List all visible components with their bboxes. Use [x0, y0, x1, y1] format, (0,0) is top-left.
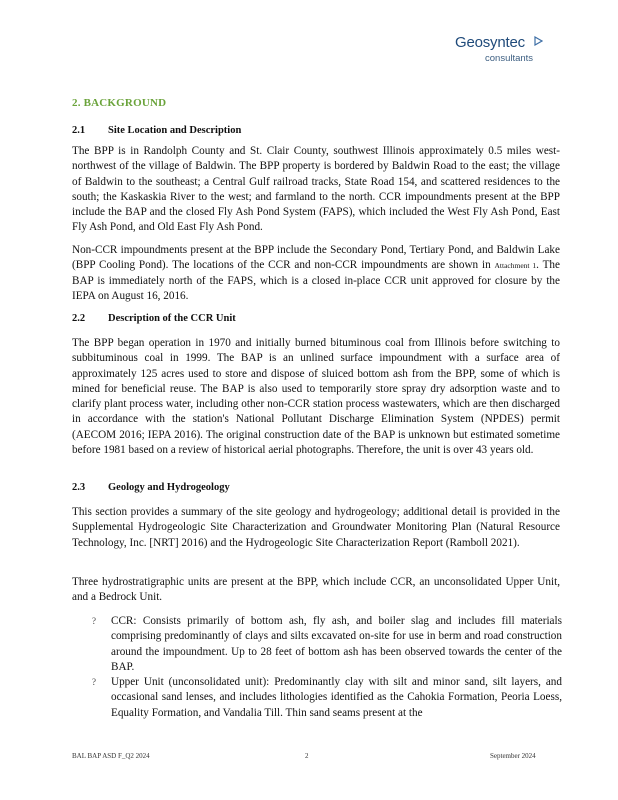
subsection-title: Site Location and Description: [108, 125, 242, 136]
section-heading-background: 2. BACKGROUND: [72, 97, 167, 109]
subsection-number: 2.3: [72, 482, 86, 493]
company-logo: [455, 34, 565, 66]
logo-name: Geosyntec: [455, 34, 525, 51]
logo-subtitle: consultants: [485, 53, 534, 64]
paragraph-site-location: The BPP is in Randolph County and St. Clair County, southwest Illinois approximately 0.5 miles west-northwest of the village of Baldwin. The BPP property is bordered by Baldwin Road to the east; the village of Baldwin to the southeast; a Central Gulf railroad tracks, State Road 154, and scattered residences to the south; the Kaskaskia River to the west; and farmland to the north. CCR impoundments present at the BPP include the BAP and the closed Fly Ash Pond System (FAPS), which included the West Fly Ash Pond, East Fly Ash Pond, and Old East Fly Ash Pond.: [72, 145, 560, 234]
footer-document-id: BAL BAP ASD F_Q2 2024: [72, 752, 150, 760]
paragraph-ccr-unit-description: The BPP began operation in 1970 and initially burned bituminous coal from Illinois before switching to subbituminous coal in 1999. The BAP is an unlined surface impoundment with a surface area of approximately 125 acres used to store and dispose of sluiced bottom ash from the BPP, some of which is mined for beneficial reuse. The BAP is also used to temporarily store spray dry adsorption waste and to clarify plant process water, including other non-CCR station process wastewaters, which are then discharged in accordance with the station's National Pollutant Discharge Elimination System (NPDES) permit (AECOM 2016; IEPA 2016). The original construction date of the BAP is unknown but estimated sometime before 1981 based on a review of historical aerial photographs. Therefore, the unit is over 43 years old.: [72, 337, 560, 457]
bullet-marker: ?: [92, 677, 96, 688]
subsection-title: Geology and Hydrogeology: [108, 482, 230, 493]
subsection-heading-2-1: [72, 125, 241, 136]
subsection-heading-2-2: [72, 313, 236, 324]
paragraph-text: Non-CCR impoundments present at the BPP include the Secondary Pond, Tertiary Pond, and Baldwin Lake (BPP Cooling Pond). The locations of the CCR and non-CCR impoundments are shown in: [72, 244, 560, 272]
footer-date: September 2024: [490, 752, 536, 760]
hydrostratigraphic-unit-list: [92, 614, 562, 721]
subsection-number: 2.2: [72, 313, 86, 324]
attachment-reference: Attachment 1: [494, 261, 537, 271]
subsection-heading-2-3: [72, 482, 230, 493]
subsection-number: 2.1: [72, 125, 86, 136]
bullet-marker: ?: [92, 616, 96, 626]
list-item: [92, 614, 562, 675]
subsection-title: Description of the CCR Unit: [108, 313, 236, 324]
list-item-text: Upper Unit (unconsolidated unit): Predominantly clay with silt and minor sand, silt layers, and occasional sand lenses, and includes lithologies identified as the Cahokia Formation, Peoria Loess, Equality Formation, and Vandalia Till. Thin sand seams present at the: [111, 676, 562, 719]
list-item: [92, 675, 562, 721]
logo-arrow-icon: [534, 36, 543, 46]
paragraph-hydrostratigraphic-units: Three hydrostratigraphic units are present at the BPP, which include CCR, an unconsolidated Upper Unit, and a Bedrock Unit.: [72, 576, 560, 604]
paragraph-non-ccr-impoundments: [72, 243, 560, 304]
paragraph-text: . The BAP is immediately north of the FAPS, which is a closed in-place CCR unit approved for closure by the IEPA on August 16, 2016.: [72, 259, 560, 302]
list-item-text: CCR: Consists primarily of bottom ash, fly ash, and boiler slag and includes fill materials comprising predominantly of clays and silts excavated on-site for use in berm and road construction around the impoundment. Up to 28 feet of bottom ash has been observed towards the center of the BAP.: [111, 615, 562, 673]
paragraph-geology-summary: This section provides a summary of the site geology and hydrogeology; additional detail is provided in the Supplemental Hydrogeologic Site Characterization and Groundwater Monitoring Plan (Natural Resource Technology, Inc. [NRT] 2016) and the Hydrogeologic Site Characterization Report (Ramboll 2021).: [72, 506, 560, 549]
footer-page-number: 2: [305, 752, 309, 760]
